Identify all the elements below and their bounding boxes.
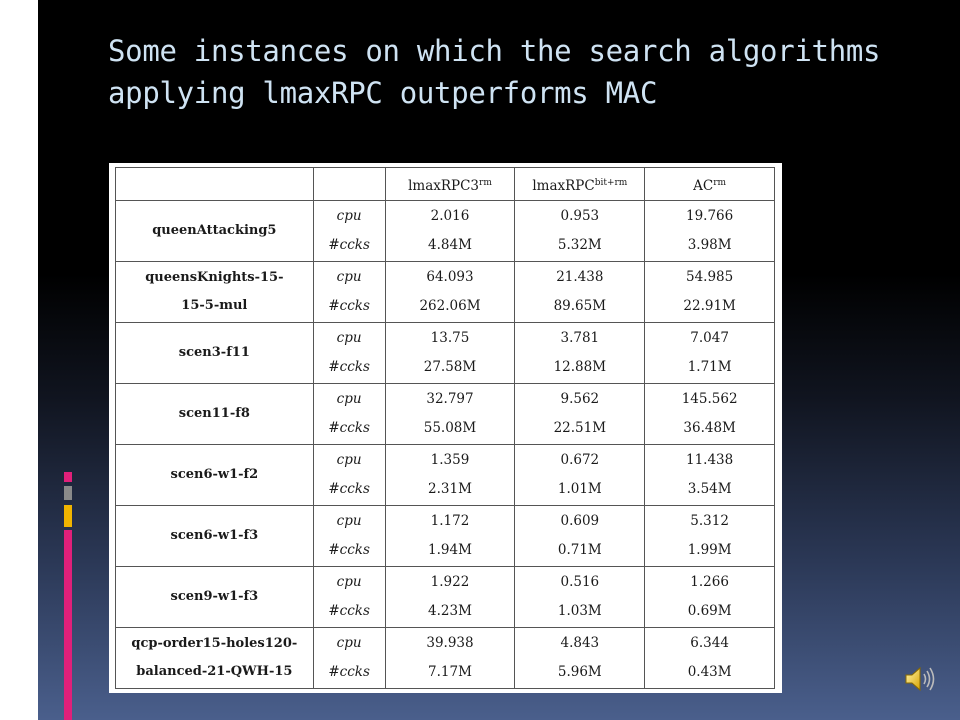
instance-name-line: 15-5-mul: [181, 298, 248, 313]
value-cell: [645, 445, 775, 506]
ccks-value: 22.51M: [553, 420, 607, 436]
ccks-value: 3.98M: [687, 237, 732, 253]
ccks-value: 3.54M: [687, 481, 732, 497]
metric-label: #ccks: [328, 603, 370, 619]
instance-name-line: queensKnights-15-: [145, 270, 284, 285]
instance-name-cell: [116, 262, 314, 323]
value-cell: [515, 628, 645, 689]
metric-label: cpu: [336, 330, 362, 346]
value-cell: [515, 384, 645, 445]
cpu-value: 1.266: [690, 574, 729, 590]
value-cell: [645, 506, 775, 567]
value-cell: [515, 445, 645, 506]
cpu-value: 145.562: [681, 391, 738, 407]
left-margin-bar: [0, 0, 38, 720]
header-cell-lmaxrpc3: $lmaxRPC3^{rm}$: [385, 168, 515, 201]
metric-label: #ccks: [328, 359, 370, 375]
ccks-value: 4.84M: [428, 237, 472, 253]
metric-cell: [313, 384, 385, 445]
instance-name-cell: [116, 384, 314, 445]
instance-name-cell: [116, 628, 314, 689]
ccks-value: 1.99M: [687, 542, 732, 558]
cpu-value: 7.047: [690, 330, 729, 346]
cpu-value: 1.359: [430, 452, 470, 468]
results-table-frame: [109, 163, 782, 693]
cpu-value: 19.766: [686, 208, 734, 224]
cpu-value: 13.75: [430, 330, 470, 346]
cpu-value: 6.344: [690, 635, 729, 651]
ccks-value: 0.43M: [687, 664, 732, 680]
instance-name-cell: [116, 506, 314, 567]
instance-name-line: scen6-w1-f3: [170, 528, 259, 543]
value-cell: [515, 567, 645, 628]
value-cell: [385, 201, 515, 262]
instance-name-cell: [116, 323, 314, 384]
cpu-value: 0.672: [560, 452, 600, 468]
metric-label: #ccks: [328, 542, 370, 558]
value-cell: [385, 262, 515, 323]
ccks-value: 89.65M: [553, 298, 607, 314]
ccks-value: 0.71M: [557, 542, 602, 558]
cpu-value: 1.922: [430, 574, 470, 590]
table-row: [116, 323, 775, 384]
value-cell: [385, 384, 515, 445]
instance-name-line: scen11-f8: [178, 406, 250, 421]
table-header-row: [116, 168, 775, 201]
header-cell-metric: [313, 168, 385, 201]
cpu-value: 0.516: [560, 574, 600, 590]
ccks-value: 0.69M: [687, 603, 732, 619]
value-cell: [645, 628, 775, 689]
ccks-value: 55.08M: [423, 420, 477, 436]
value-cell: [645, 201, 775, 262]
slide-title-line2: applying lmaxRPC outperforms MAC: [108, 76, 658, 110]
cpu-value: 0.609: [560, 513, 600, 529]
cpu-value: 32.797: [426, 391, 474, 407]
header-cell-ac: $AC^{rm}$: [645, 168, 775, 201]
metric-label: cpu: [336, 513, 362, 529]
slide-title-line1: Some instances on which the search algorithms: [108, 34, 881, 68]
instance-name-cell: [116, 445, 314, 506]
metric-cell: [313, 262, 385, 323]
value-cell: [385, 323, 515, 384]
metric-label: cpu: [336, 208, 362, 224]
ccks-value: 5.32M: [557, 237, 602, 253]
header-cell-lmaxrpc-bit: lmaxRPC$^{bit+rm}$: [515, 168, 645, 201]
metric-cell: [313, 567, 385, 628]
instance-name-line: scen9-w1-f3: [170, 589, 259, 604]
cpu-value: 9.562: [560, 391, 600, 407]
accent-stripe-yellow: [64, 505, 72, 527]
ccks-value: 1.94M: [428, 542, 472, 558]
ccks-value: 22.91M: [683, 298, 736, 314]
speaker-icon[interactable]: [902, 664, 938, 694]
cpu-value: 11.438: [686, 452, 734, 468]
cpu-value: 54.985: [686, 269, 734, 285]
metric-cell: [313, 506, 385, 567]
table-row: [116, 262, 775, 323]
value-cell: [385, 567, 515, 628]
value-cell: [515, 262, 645, 323]
ccks-value: 1.01M: [557, 481, 602, 497]
slide-title: [108, 30, 928, 114]
metric-label: #ccks: [328, 420, 370, 436]
value-cell: [645, 384, 775, 445]
cpu-value: 4.843: [560, 635, 600, 651]
metric-cell: [313, 628, 385, 689]
instance-name-line: balanced-21-QWH-15: [136, 664, 293, 679]
ccks-value: 1.71M: [687, 359, 732, 375]
table-row: [116, 628, 775, 689]
accent-stripe-pink-top: [64, 472, 72, 482]
cpu-value: 64.093: [426, 269, 474, 285]
value-cell: [515, 323, 645, 384]
value-cell: [515, 201, 645, 262]
cpu-value: 1.172: [430, 513, 470, 529]
value-cell: [645, 262, 775, 323]
table-row: [116, 445, 775, 506]
ccks-value: 36.48M: [683, 420, 736, 436]
metric-label: cpu: [336, 269, 362, 285]
ccks-value: 27.58M: [423, 359, 477, 375]
ccks-value: 5.96M: [557, 664, 602, 680]
metric-label: #ccks: [328, 237, 370, 253]
accent-stripe-pink-bottom: [64, 530, 72, 720]
instance-name-cell: [116, 201, 314, 262]
value-cell: [645, 323, 775, 384]
instance-name-cell: [116, 567, 314, 628]
metric-cell: [313, 323, 385, 384]
metric-label: #ccks: [328, 481, 370, 497]
cpu-value: 5.312: [690, 513, 729, 529]
metric-label: cpu: [336, 452, 362, 468]
instance-name-line: qcp-order15-holes120-: [131, 636, 298, 651]
table-row: [116, 567, 775, 628]
header-cell-instance: [116, 168, 314, 201]
table-row: [116, 384, 775, 445]
value-cell: [385, 628, 515, 689]
accent-stripe-gray: [64, 486, 72, 500]
table-row: [116, 201, 775, 262]
instance-name-line: scen3-f11: [178, 345, 250, 360]
ccks-value: 1.03M: [557, 603, 602, 619]
ccks-value: 12.88M: [553, 359, 607, 375]
value-cell: [385, 445, 515, 506]
metric-label: #ccks: [328, 298, 370, 314]
table-row: [116, 506, 775, 567]
metric-cell: [313, 201, 385, 262]
ccks-value: 262.06M: [419, 298, 481, 314]
value-cell: [515, 506, 645, 567]
ccks-value: 4.23M: [428, 603, 472, 619]
results-table: [115, 167, 775, 689]
value-cell: [645, 567, 775, 628]
instance-name-line: queenAttacking5: [152, 223, 277, 238]
metric-label: cpu: [336, 391, 362, 407]
cpu-value: 2.016: [430, 208, 470, 224]
cpu-value: 0.953: [560, 208, 600, 224]
metric-cell: [313, 445, 385, 506]
cpu-value: 3.781: [560, 330, 600, 346]
cpu-value: 39.938: [426, 635, 474, 651]
metric-label: cpu: [336, 574, 362, 590]
value-cell: [385, 506, 515, 567]
metric-label: #ccks: [328, 664, 370, 680]
instance-name-line: scen6-w1-f2: [170, 467, 259, 482]
ccks-value: 7.17M: [428, 664, 472, 680]
metric-label: cpu: [336, 635, 362, 651]
cpu-value: 21.438: [556, 269, 604, 285]
ccks-value: 2.31M: [428, 481, 472, 497]
